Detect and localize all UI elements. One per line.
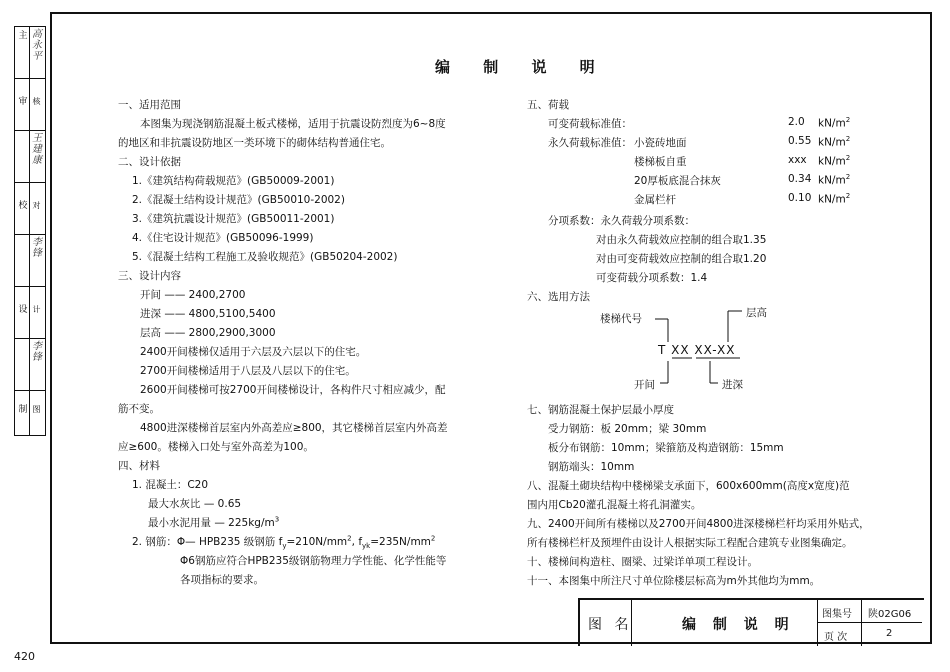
title-block: 图 名 编 制 说 明 图集号 陕02G06 页 次 2 — [578, 598, 924, 646]
diagram-label-bay: 开间 — [634, 379, 655, 391]
section-6-heading: 六、选用方法 — [527, 291, 590, 303]
dead-load-item: 20厚板底混合抹灰 — [634, 175, 721, 187]
title-block-name: 编 制 说 明 — [682, 617, 795, 633]
strip-cell-check: 校 对 — [15, 183, 45, 235]
signature-checker: 李锋 — [32, 237, 42, 259]
strip-cell-checker — [15, 235, 45, 287]
strip-cell-reviewer — [15, 131, 45, 183]
strip-cell-review: 审 核 — [15, 79, 45, 131]
code-diagram — [600, 305, 800, 405]
standard-item: 2.《混凝土结构设计规范》(GB50010-2002) — [132, 194, 345, 206]
signature-chief: 高永平 — [32, 29, 42, 62]
section-3-heading: 三、设计内容 — [118, 270, 181, 282]
diagram-label-code: 楼梯代号 — [600, 313, 642, 325]
section-10: 十、楼梯间构造柱、圈梁、过梁详单项工程设计。 — [527, 556, 758, 568]
strip-cell-design: 设 计 — [15, 287, 45, 339]
strip-cell-drawing: 制 图 — [18, 405, 41, 415]
standard-item: 1.《建筑结构荷载规范》(GB50009-2001) — [132, 175, 335, 187]
section-8: 八、混凝土砌块结构中楼梯梁支承面下，600x600mm(高度x宽度)范 — [527, 480, 850, 492]
section-2-heading: 二、设计依据 — [118, 156, 181, 168]
page-title: 编 制 说 明 — [435, 58, 609, 76]
signature-reviewer: 王建康 — [32, 133, 42, 166]
section-5-heading: 五、荷载 — [527, 99, 569, 111]
dead-load-item: 楼梯板自重 — [634, 156, 687, 168]
dead-load-item: 金属栏杆 — [634, 194, 676, 206]
section-11: 十一、本图集中所注尺寸单位除楼层标高为m外其他均为mm。 — [527, 575, 821, 587]
section-1-heading: 一、适用范围 — [118, 99, 181, 111]
approval-strip — [14, 26, 46, 436]
signature-designer: 李锋 — [32, 341, 42, 363]
title-block-label: 图 名 — [588, 617, 633, 633]
atlas-number: 陕02G06 — [868, 609, 912, 620]
dead-load-item: 小瓷砖地面 — [634, 137, 687, 149]
rebar-spec: 2. 钢筋：Φ— HPB235 级钢筋 $f_y=210N/mm^2$, $f_{yk}=235N/mm^2$ — [132, 534, 436, 551]
standard-item: 3.《建筑抗震设计规范》(GB50011-2001) — [132, 213, 335, 225]
page-index: 2 — [886, 628, 893, 639]
diagram-code: T XX XX-XX — [658, 343, 736, 357]
diagram-label-depth: 进深 — [722, 379, 743, 391]
section-4-heading: 四、材料 — [118, 460, 160, 472]
diagram-label-height: 层高 — [746, 307, 767, 319]
standard-item: 5.《混凝土结构工程施工及验收规范》(GB50204-2002) — [132, 251, 398, 263]
strip-cell-chief: 主 高永平 — [15, 27, 45, 79]
page-number: 420 — [14, 650, 35, 663]
standard-item: 4.《住宅设计规范》(GB50096-1999) — [132, 232, 314, 244]
strip-cell-designer — [15, 339, 45, 391]
section-9: 九、2400开间所有楼梯以及2700开间4800进深楼梯栏杆均采用外贴式， — [527, 518, 870, 530]
section-7-heading: 七、钢筋混凝土保护层最小厚度 — [527, 404, 674, 416]
